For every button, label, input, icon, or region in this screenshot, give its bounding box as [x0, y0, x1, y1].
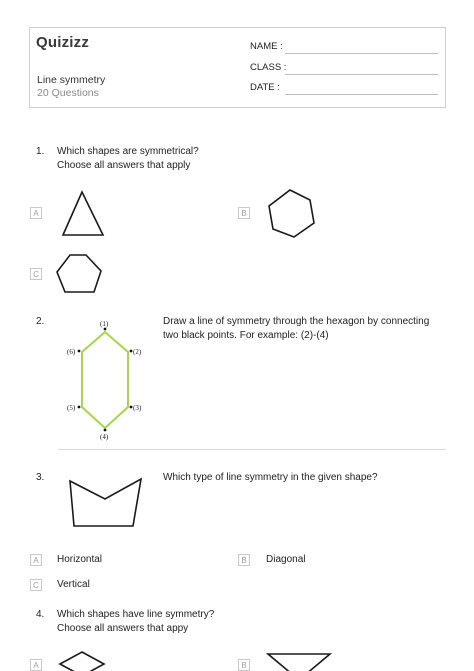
- option-b-box[interactable]: B: [238, 207, 250, 219]
- point-label-4: (4): [100, 433, 109, 441]
- question-text: Draw a line of symmetry through the hexagon by connecting: [163, 316, 430, 327]
- question-text: Which shapes have line symmetry?: [57, 609, 215, 620]
- question-instruction: Choose all answers that apply: [57, 160, 191, 171]
- question-number: 3.: [36, 472, 45, 483]
- question-instruction: Choose all answers that appy: [57, 623, 189, 634]
- question-number: 4.: [36, 609, 45, 620]
- option-c-box[interactable]: C: [30, 268, 42, 280]
- option-b-text[interactable]: Diagonal: [266, 554, 306, 565]
- question-count: 20 Questions: [37, 87, 99, 99]
- quizizz-logo: Quizizz: [36, 34, 90, 51]
- option-b-box[interactable]: B: [238, 554, 250, 566]
- option-a-text[interactable]: Horizontal: [57, 554, 103, 565]
- question-text: Which type of line symmetry in the given shape?: [163, 472, 378, 483]
- date-label: DATE :: [250, 82, 280, 93]
- question-number: 1.: [36, 146, 45, 157]
- option-a-box[interactable]: A: [30, 659, 42, 671]
- question-text: Which shapes are symmetrical?: [57, 146, 199, 157]
- option-b-box[interactable]: B: [238, 659, 250, 671]
- option-c-box[interactable]: C: [30, 579, 42, 591]
- option-a-box[interactable]: A: [30, 554, 42, 566]
- point-label-5: (5): [67, 404, 76, 412]
- class-label: CLASS :: [250, 62, 287, 73]
- worksheet-title: Line symmetry: [37, 74, 106, 86]
- point-label-2: (2): [133, 348, 142, 356]
- question-text-line-2: two black points. For example: (2)-(4): [163, 330, 329, 341]
- name-label: NAME :: [250, 41, 283, 52]
- option-a-box[interactable]: A: [30, 207, 42, 219]
- question-number: 2.: [36, 316, 45, 327]
- point-label-3: (3): [133, 404, 142, 412]
- point-label-1: (1): [100, 320, 109, 328]
- point-label-6: (6): [67, 348, 76, 356]
- option-c-text[interactable]: Vertical: [57, 579, 90, 590]
